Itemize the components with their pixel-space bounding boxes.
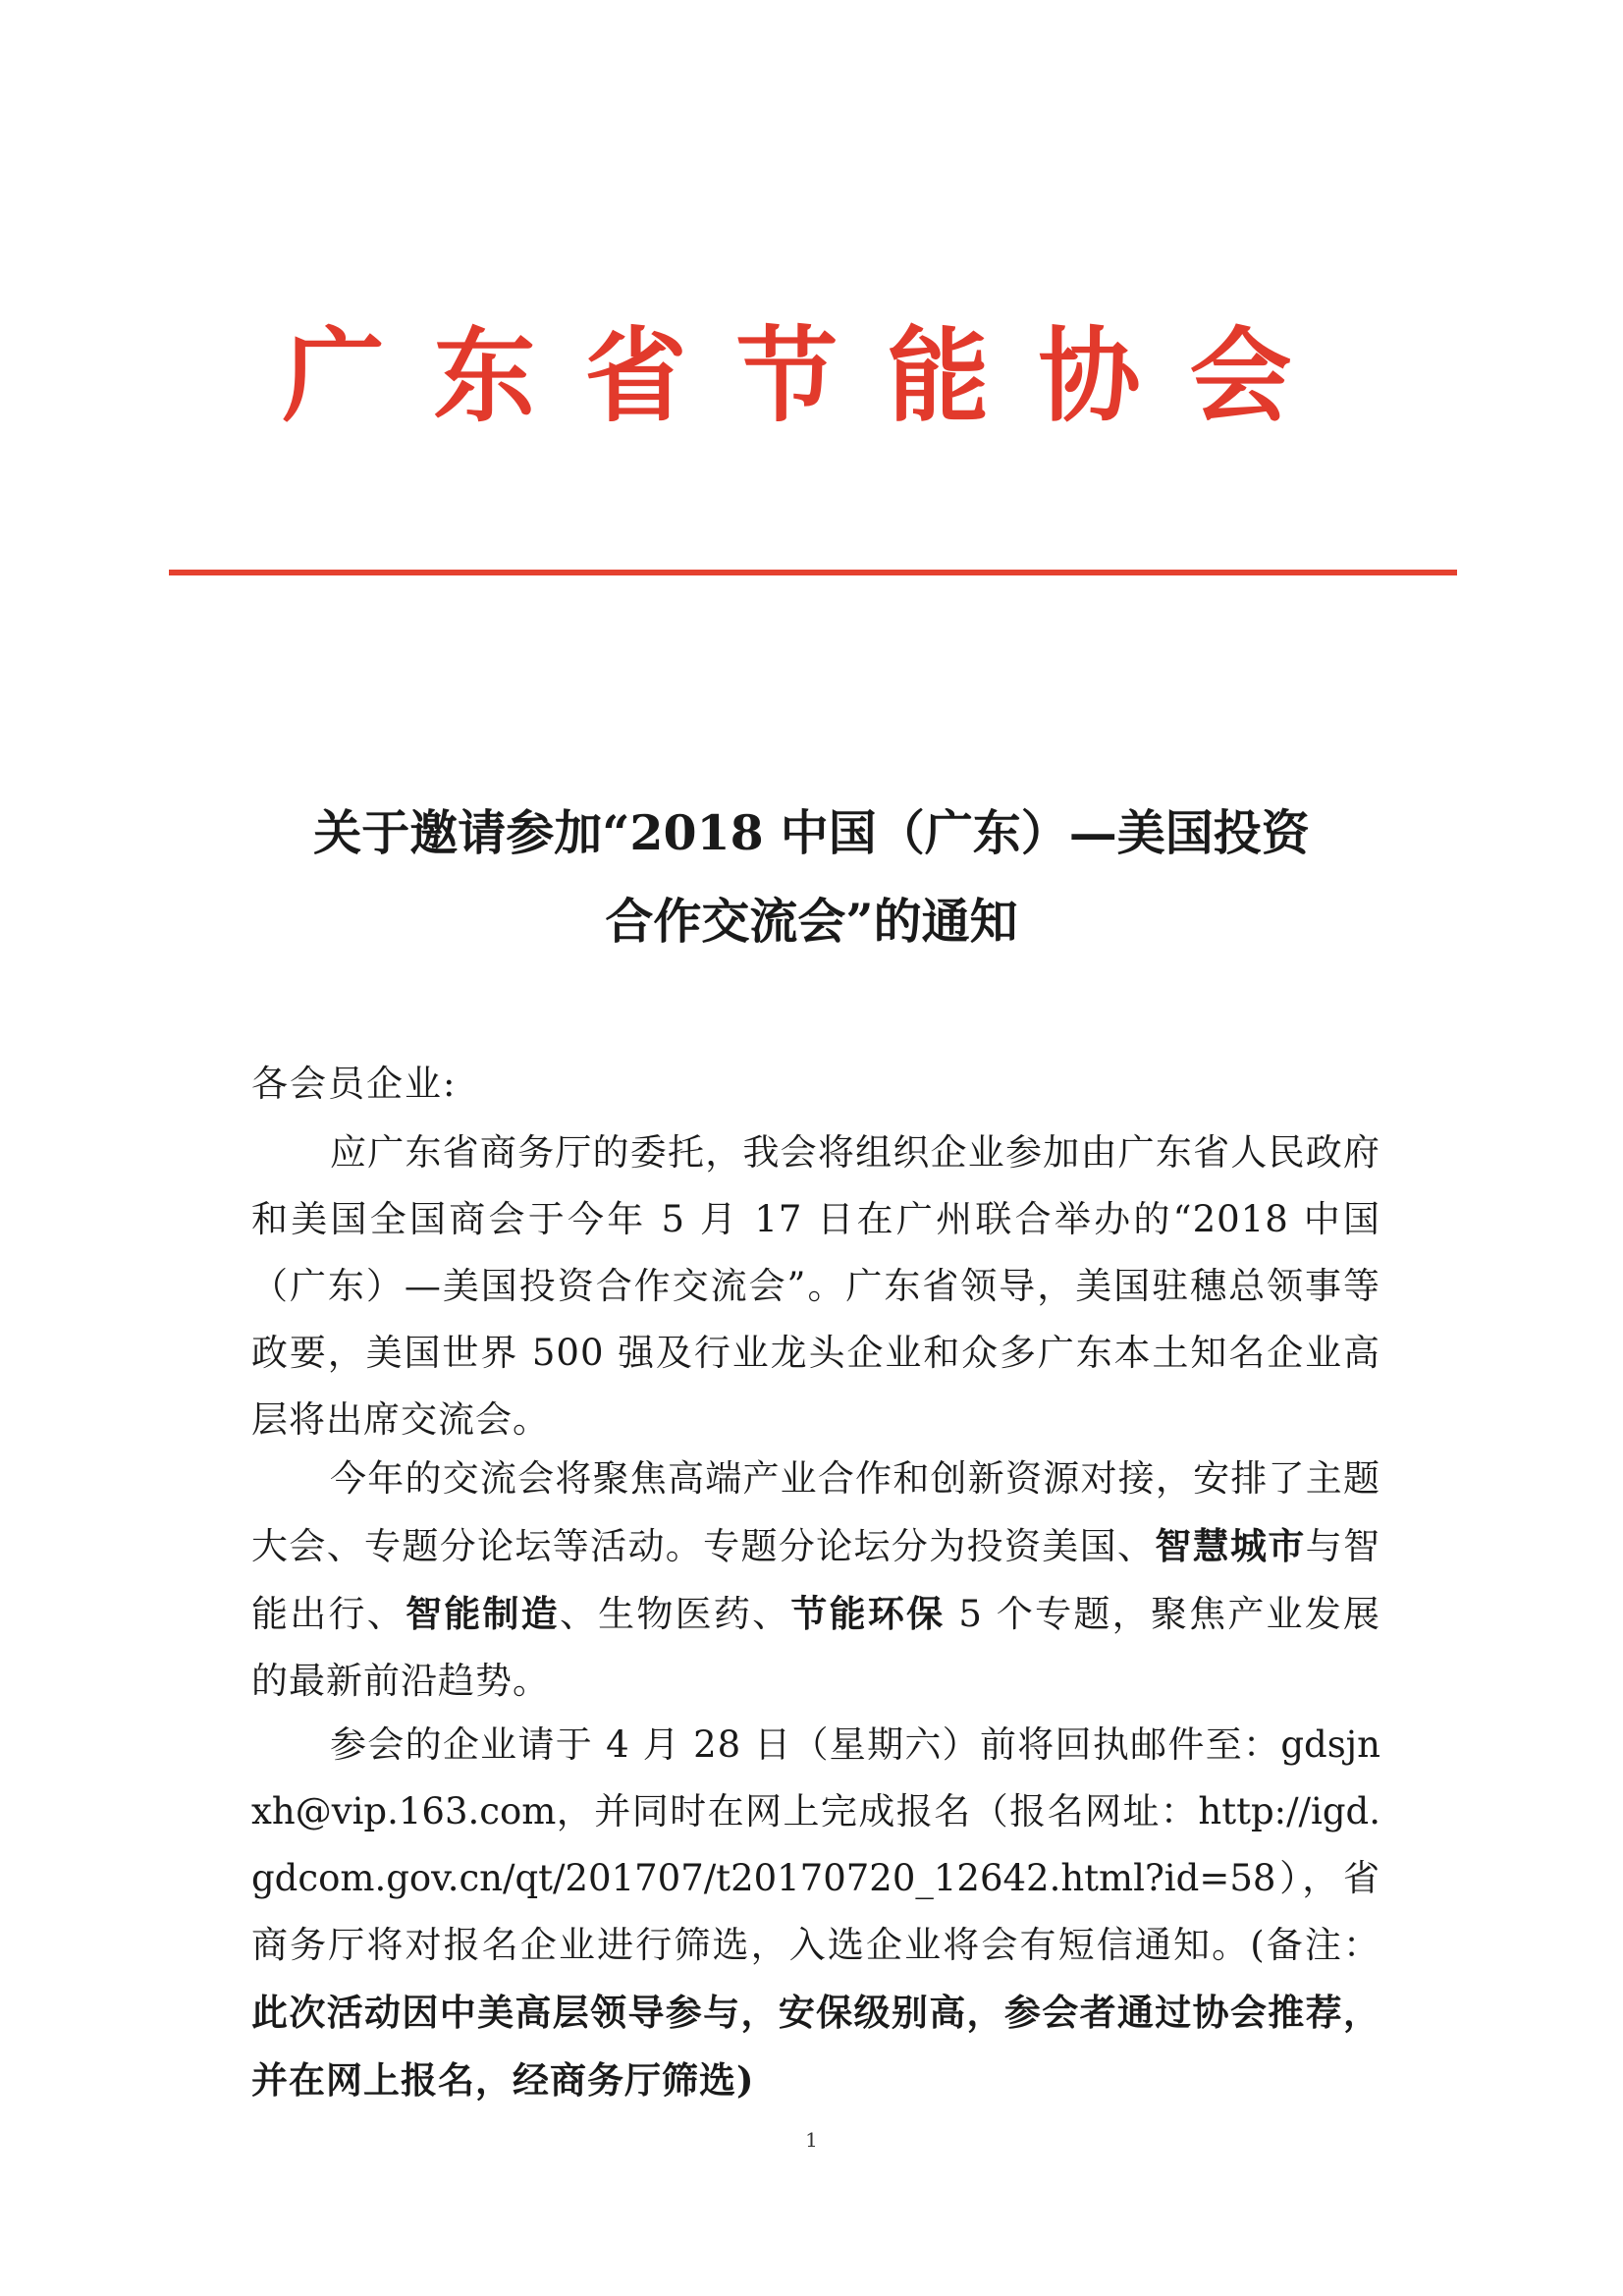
- p2-text-4: 5 个专题，聚焦产业发展的最新前沿趋势。: [251, 1593, 1381, 1702]
- document-title-line-1: 关于邀请参加“2018 中国（广东）—美国投资: [313, 804, 1310, 861]
- registration-email-link[interactable]: gdsjnxh@vip.163.com: [251, 1723, 1380, 1832]
- paragraph-invitation: [251, 1120, 1380, 1453]
- p2-bold-smart-manufacturing: 智能制造: [405, 1592, 560, 1635]
- paragraph-2-text: [251, 1446, 1380, 1715]
- paragraph-3-text: [251, 1712, 1380, 2114]
- paragraph-1-text: 应广东省商务厅的委托，我会将组织企业参加由广东省人民政府和美国全国商会于今年 5 月 17 日在广州联合举办的“2018 中国（广东）—美国投资合作交流会”。广东省领导，美国驻穗总领事等政要，美国世界 500 强及行业龙头企业和众多广东本土知名企业高层将出席交流会。: [251, 1131, 1380, 1441]
- p2-text-2: 与智能出行、: [251, 1525, 1381, 1635]
- p2-bold-smart-city: 智慧城市: [1155, 1524, 1306, 1567]
- p2-bold-energy-saving: 节能环保: [790, 1592, 946, 1635]
- p3-bold-note: 此次活动因中美高层领导参与，安保级别高，参会者通过协会推荐，并在网上报名，经商务厅筛选): [251, 1991, 1380, 2102]
- salutation: 各会员企业:: [251, 1063, 458, 1105]
- registration-url-link[interactable]: http://igd.gdcom.gov.cn/qt/201707/t20170720_12642.html?id=58: [251, 1790, 1380, 1899]
- header-red-rule: [169, 570, 1457, 575]
- p2-text-1: 今年的交流会将聚焦高端产业合作和创新资源对接，安排了主题大会、专题分论坛等活动。专题分论坛分为投资美国、: [251, 1457, 1380, 1567]
- paragraph-registration: [251, 1712, 1380, 2114]
- document-title-line-2: 合作交流会”的通知: [605, 893, 1018, 950]
- p3-text-1: 参会的企业请于 4 月 28 日（星期六）前将回执邮件至：: [330, 1723, 1281, 1766]
- page-number: 1: [805, 2128, 818, 2152]
- p3-text-2: ，并同时在网上完成报名（报名网址：: [556, 1790, 1199, 1832]
- p3-text-3: ），省商务厅将对报名企业进行筛选，入选企业将会有短信通知。(备注：: [251, 1857, 1380, 1966]
- p2-text-3: 、生物医药、: [559, 1593, 791, 1635]
- paragraph-forums: [251, 1446, 1380, 1715]
- organization-header: 广东省节能协会: [282, 316, 1341, 436]
